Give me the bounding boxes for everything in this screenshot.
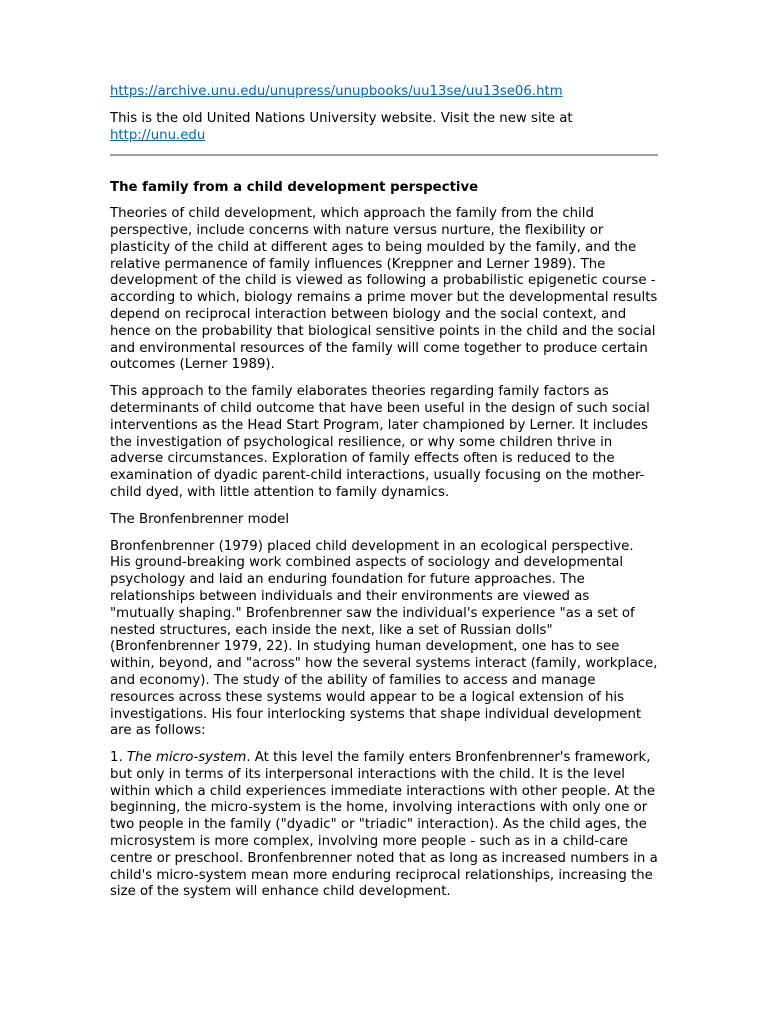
list-text: . At this level the family enters Bronfenbrenner's framework, but only in terms of its interpersonal interactions with the child. It is the level within which a child experiences immediate interactions with other people. At the beginning, the micro-system is the home, involving interactions with only one or two people in the family ("dyadic" or "triadic" interaction). As the child ages, the microsystem is more complex, involving more people - such as in a child-care centre or preschool. Bronfenbrenner noted that as long as increased numbers in a child's micro-system mean more enduring reciprocal relationships, increasing the size of the system will enhance child development. [110,750,658,900]
article-title: The family from a child development perspective [110,180,479,196]
horizontal-rule [110,154,658,156]
paragraph-bronfenbrenner: Bronfenbrenner (1979) placed child development in an ecological perspective. His ground-breaking work combined aspects of sociology and developmental psychology and laid an enduring foundation for future approaches. The relationships between individuals and their environments are viewed as "mutually shaping." Brofenbrenner saw the individual's experience "as a set of nested structures, each inside the next, like a set of Russian dolls" (Bronfenbrenner 1979, 22). In studying human development, one has to see within, beyond, and "across" how the several systems interact (family, workplace, and economy). The study of the ability of families to access and manage resources across these systems would appear to be a logical extension of his investigations. His four interlocking systems that shape individual development are as follows: [110,538,658,739]
document-page [110,84,658,901]
list-number: 1. [110,750,123,766]
archive-notice [110,111,658,145]
source-url-link[interactable]: https://archive.unu.edu/unupress/unupbooks/uu13se/uu13se06.htm [110,84,563,99]
list-term: The micro-system [126,750,247,766]
list-item-micro-system [110,750,658,901]
new-site-link[interactable]: http://unu.edu [110,127,206,143]
archive-notice-text: This is the old United Nations University website. Visit the new site at [110,110,573,126]
paragraph-approach: This approach to the family elaborates theories regarding family factors as determinants of child outcome that have been useful in the design of such social interventions as the Head Start Program, later championed by Lerner. It includes the investigation of psychological resilience, or why some children thrive in adverse circumstances. Exploration of family effects often is reduced to the examination of dyadic parent-child interactions, usually focusing on the mother-child dyed, with little attention to family dynamics. [110,384,650,500]
paragraph-intro: Theories of child development, which approach the family from the child perspective, include concerns with nature versus nurture, the flexibility or plasticity of the child at different ages to being moulded by the family, and the relative permanence of family influences (Kreppner and Lerner 1989). The development of the child is viewed as following a probabilistic epigenetic course - according to which, biology remains a prime mover but the developmental results depend on reciprocal interaction between biology and the social context, and hence on the probability that biological sensitive points in the child and the social and environmental resources of the family will come together to produce certain outcomes (Lerner 1989). [110,206,658,373]
section-heading-bronfenbrenner: The Bronfenbrenner model [110,511,290,527]
